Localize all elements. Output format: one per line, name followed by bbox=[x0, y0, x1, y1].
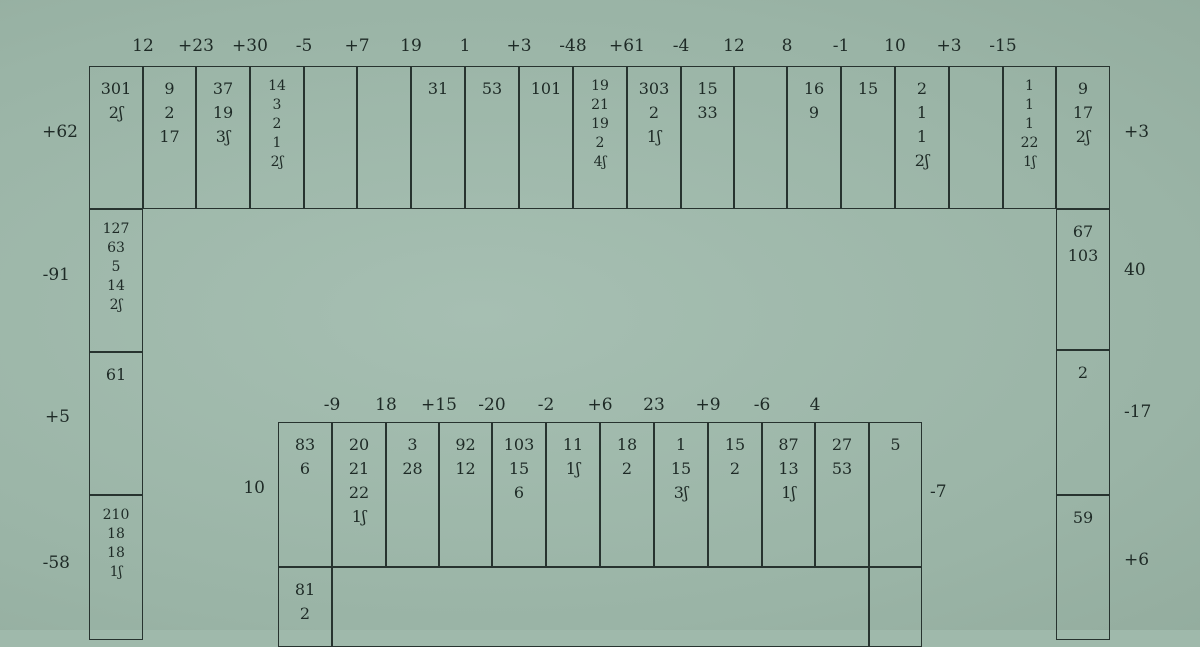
outer-top-header: 12 bbox=[723, 36, 745, 56]
cell-entry: 103 bbox=[1067, 246, 1099, 265]
inner-top-cell bbox=[386, 422, 439, 567]
inner-top-header: +9 bbox=[695, 395, 721, 415]
cell-entry: 5 bbox=[111, 259, 121, 275]
right-column-label: 40 bbox=[1124, 260, 1146, 280]
cell-entry: 12 bbox=[455, 459, 476, 478]
outer-top-header: 8 bbox=[781, 36, 793, 56]
outer-top-header: +61 bbox=[609, 36, 645, 56]
cell-entry: 1 bbox=[272, 135, 282, 151]
cell-entry: 2ʃ bbox=[1075, 127, 1091, 146]
right-column-cell bbox=[1056, 209, 1110, 350]
right-column-label: -17 bbox=[1124, 402, 1152, 422]
cell-entry: 2ʃ bbox=[270, 154, 284, 170]
cell-entry: 2 bbox=[1077, 363, 1089, 382]
cell-entry: 15 bbox=[697, 79, 718, 98]
cell-entry: 27 bbox=[831, 435, 853, 454]
outer-top-header: -48 bbox=[559, 36, 587, 56]
cell-entry: 2 bbox=[729, 459, 741, 478]
outer-row-label-left: +62 bbox=[42, 122, 78, 142]
outer-top-cell bbox=[304, 66, 357, 209]
outer-top-header: -15 bbox=[989, 36, 1017, 56]
cell-entry: 17 bbox=[159, 127, 180, 146]
inner-top-cell bbox=[654, 422, 708, 567]
cell-entry: 11 bbox=[562, 435, 584, 454]
cell-entry: 20 bbox=[348, 435, 370, 454]
right-column-cell bbox=[1056, 350, 1110, 495]
cell-entry: 1ʃ bbox=[109, 564, 123, 580]
cell-entry: 3 bbox=[407, 435, 418, 454]
cell-entry: 15 bbox=[857, 79, 879, 98]
outer-top-header: +23 bbox=[178, 36, 214, 56]
cell-entry: 22 bbox=[1020, 135, 1039, 151]
outer-top-cell bbox=[465, 66, 519, 209]
cell-entry: 2ʃ bbox=[108, 103, 124, 122]
inner-top-header: -6 bbox=[753, 395, 771, 415]
outer-top-header: 12 bbox=[132, 36, 154, 56]
outer-top-header: -4 bbox=[672, 36, 690, 56]
cell-entry: 2 bbox=[648, 103, 660, 122]
outer-top-header: -1 bbox=[832, 36, 850, 56]
cell-entry: 21 bbox=[591, 97, 609, 113]
cell-entry: 19 bbox=[591, 78, 609, 94]
cell-entry: 15 bbox=[724, 435, 746, 454]
cell-entry: 33 bbox=[697, 103, 718, 122]
cell-entry: 67 bbox=[1072, 222, 1094, 241]
inner-row-label-left: 10 bbox=[243, 478, 265, 498]
inner-top-header: -2 bbox=[537, 395, 555, 415]
cell-entry: 1ʃ bbox=[1023, 154, 1036, 170]
cell-entry: 2 bbox=[595, 135, 605, 151]
cell-entry: 87 bbox=[778, 435, 799, 454]
outer-top-cell bbox=[250, 66, 304, 209]
cell-entry: 1ʃ bbox=[351, 507, 367, 526]
outer-top-cell bbox=[196, 66, 250, 209]
cell-entry: 92 bbox=[455, 435, 476, 454]
cell-entry: 127 bbox=[102, 221, 130, 237]
inner-top-cell bbox=[492, 422, 546, 567]
cell-entry: 14 bbox=[268, 78, 286, 94]
cell-entry: 2ʃ bbox=[914, 151, 930, 170]
cell-entry: 21 bbox=[348, 459, 370, 478]
cell-entry: 17 bbox=[1072, 103, 1094, 122]
inner-top-header: +15 bbox=[421, 395, 457, 415]
cell-entry: 19 bbox=[591, 116, 609, 132]
outer-top-cell bbox=[895, 66, 949, 209]
cell-entry: 22 bbox=[348, 483, 370, 502]
cell-entry: 61 bbox=[105, 365, 127, 384]
cell-entry: 4ʃ bbox=[593, 154, 607, 170]
inner-top-cell bbox=[708, 422, 762, 567]
inner-top-header: -9 bbox=[323, 395, 341, 415]
cell-entry: 3ʃ bbox=[673, 483, 689, 502]
inner-top-header: 23 bbox=[643, 395, 665, 415]
outer-top-cell bbox=[1056, 66, 1110, 209]
inner-left-cell bbox=[278, 567, 332, 647]
left-column-cell bbox=[89, 352, 143, 495]
inner-top-header: -20 bbox=[478, 395, 506, 415]
cell-entry: 1ʃ bbox=[646, 127, 662, 146]
cell-entry: 1 bbox=[916, 103, 928, 122]
cell-entry: 6 bbox=[299, 459, 311, 478]
inner-top-cell bbox=[600, 422, 654, 567]
inner-top-header: 18 bbox=[375, 395, 397, 415]
left-column-cell bbox=[89, 209, 143, 352]
inner-row-span bbox=[332, 567, 869, 647]
cell-entry: 18 bbox=[107, 526, 125, 542]
cell-entry: 2ʃ bbox=[109, 297, 123, 313]
inner-right-cell bbox=[869, 567, 922, 647]
cell-entry: 1 bbox=[675, 435, 687, 454]
inner-top-cell bbox=[815, 422, 869, 567]
cell-entry: 16 bbox=[803, 79, 825, 98]
cell-entry: 6 bbox=[513, 483, 525, 502]
outer-top-cell bbox=[1003, 66, 1056, 209]
cell-entry: 2 bbox=[916, 79, 928, 98]
cell-entry: 9 bbox=[164, 79, 175, 98]
cell-entry: 28 bbox=[402, 459, 423, 478]
inner-top-cell bbox=[439, 422, 492, 567]
right-column-cell bbox=[1056, 495, 1110, 640]
cell-entry: 19 bbox=[212, 103, 234, 122]
outer-top-cell bbox=[627, 66, 681, 209]
outer-top-cell bbox=[411, 66, 465, 209]
outer-top-cell bbox=[841, 66, 895, 209]
cell-entry: 5 bbox=[890, 435, 901, 454]
cell-entry: 53 bbox=[481, 79, 503, 98]
cell-entry: 1 bbox=[916, 127, 928, 146]
outer-top-header: +7 bbox=[344, 36, 370, 56]
cell-entry: 18 bbox=[616, 435, 638, 454]
outer-top-cell bbox=[143, 66, 196, 209]
cell-entry: 37 bbox=[212, 79, 234, 98]
cell-entry: 210 bbox=[102, 507, 130, 523]
outer-top-header: 1 bbox=[459, 36, 471, 56]
outer-top-cell bbox=[89, 66, 143, 209]
inner-top-cell bbox=[332, 422, 386, 567]
inner-top-cell bbox=[762, 422, 815, 567]
cell-entry: 1 bbox=[1025, 116, 1034, 132]
cell-entry: 101 bbox=[530, 79, 562, 98]
cell-entry: 31 bbox=[427, 79, 449, 98]
outer-top-header: 10 bbox=[884, 36, 906, 56]
cell-entry: 2 bbox=[299, 604, 311, 623]
cell-entry: 3ʃ bbox=[215, 127, 231, 146]
cell-entry: 2 bbox=[621, 459, 633, 478]
outer-top-header: +3 bbox=[506, 36, 532, 56]
cell-entry: 301 bbox=[100, 79, 132, 98]
left-column-label: +5 bbox=[44, 407, 70, 427]
outer-top-cell bbox=[787, 66, 841, 209]
cell-entry: 53 bbox=[831, 459, 853, 478]
inner-row-label-right: -7 bbox=[930, 482, 947, 502]
cell-entry: 1ʃ bbox=[781, 483, 796, 502]
outer-top-header: +3 bbox=[936, 36, 962, 56]
right-column-label: +6 bbox=[1124, 550, 1150, 570]
cell-entry: 83 bbox=[294, 435, 316, 454]
cell-entry: 15 bbox=[508, 459, 530, 478]
inner-top-header: 4 bbox=[809, 395, 821, 415]
cell-entry: 15 bbox=[670, 459, 692, 478]
cell-entry: 9 bbox=[808, 103, 820, 122]
cell-entry: 59 bbox=[1072, 508, 1094, 527]
outer-top-cell bbox=[734, 66, 787, 209]
cell-entry: 1 bbox=[1025, 97, 1034, 113]
outer-top-cell bbox=[681, 66, 734, 209]
cell-entry: 18 bbox=[107, 545, 125, 561]
cell-entry: 3 bbox=[272, 97, 282, 113]
cell-entry: 1ʃ bbox=[565, 459, 581, 478]
cell-entry: 13 bbox=[778, 459, 799, 478]
cell-entry: 9 bbox=[1077, 79, 1089, 98]
cell-entry: 303 bbox=[638, 79, 670, 98]
inner-top-header: +6 bbox=[587, 395, 613, 415]
outer-top-header: -5 bbox=[295, 36, 313, 56]
cell-entry: 1 bbox=[1025, 78, 1034, 94]
inner-top-cell bbox=[278, 422, 332, 567]
outer-top-cell bbox=[519, 66, 573, 209]
outer-top-header: +30 bbox=[232, 36, 268, 56]
cell-entry: 103 bbox=[503, 435, 535, 454]
left-column-label: -58 bbox=[42, 553, 70, 573]
outer-top-header: 19 bbox=[400, 36, 422, 56]
outer-row-label-right: +3 bbox=[1124, 122, 1150, 142]
cell-entry: 14 bbox=[107, 278, 125, 294]
left-column-cell bbox=[89, 495, 143, 640]
inner-top-cell bbox=[869, 422, 922, 567]
left-column-label: -91 bbox=[42, 265, 70, 285]
outer-top-cell bbox=[573, 66, 627, 209]
cell-entry: 2 bbox=[272, 116, 282, 132]
cell-entry: 2 bbox=[164, 103, 175, 122]
cell-entry: 81 bbox=[294, 580, 316, 599]
cell-entry: 63 bbox=[107, 240, 125, 256]
outer-top-cell bbox=[949, 66, 1003, 209]
outer-top-cell bbox=[357, 66, 411, 209]
inner-top-cell bbox=[546, 422, 600, 567]
